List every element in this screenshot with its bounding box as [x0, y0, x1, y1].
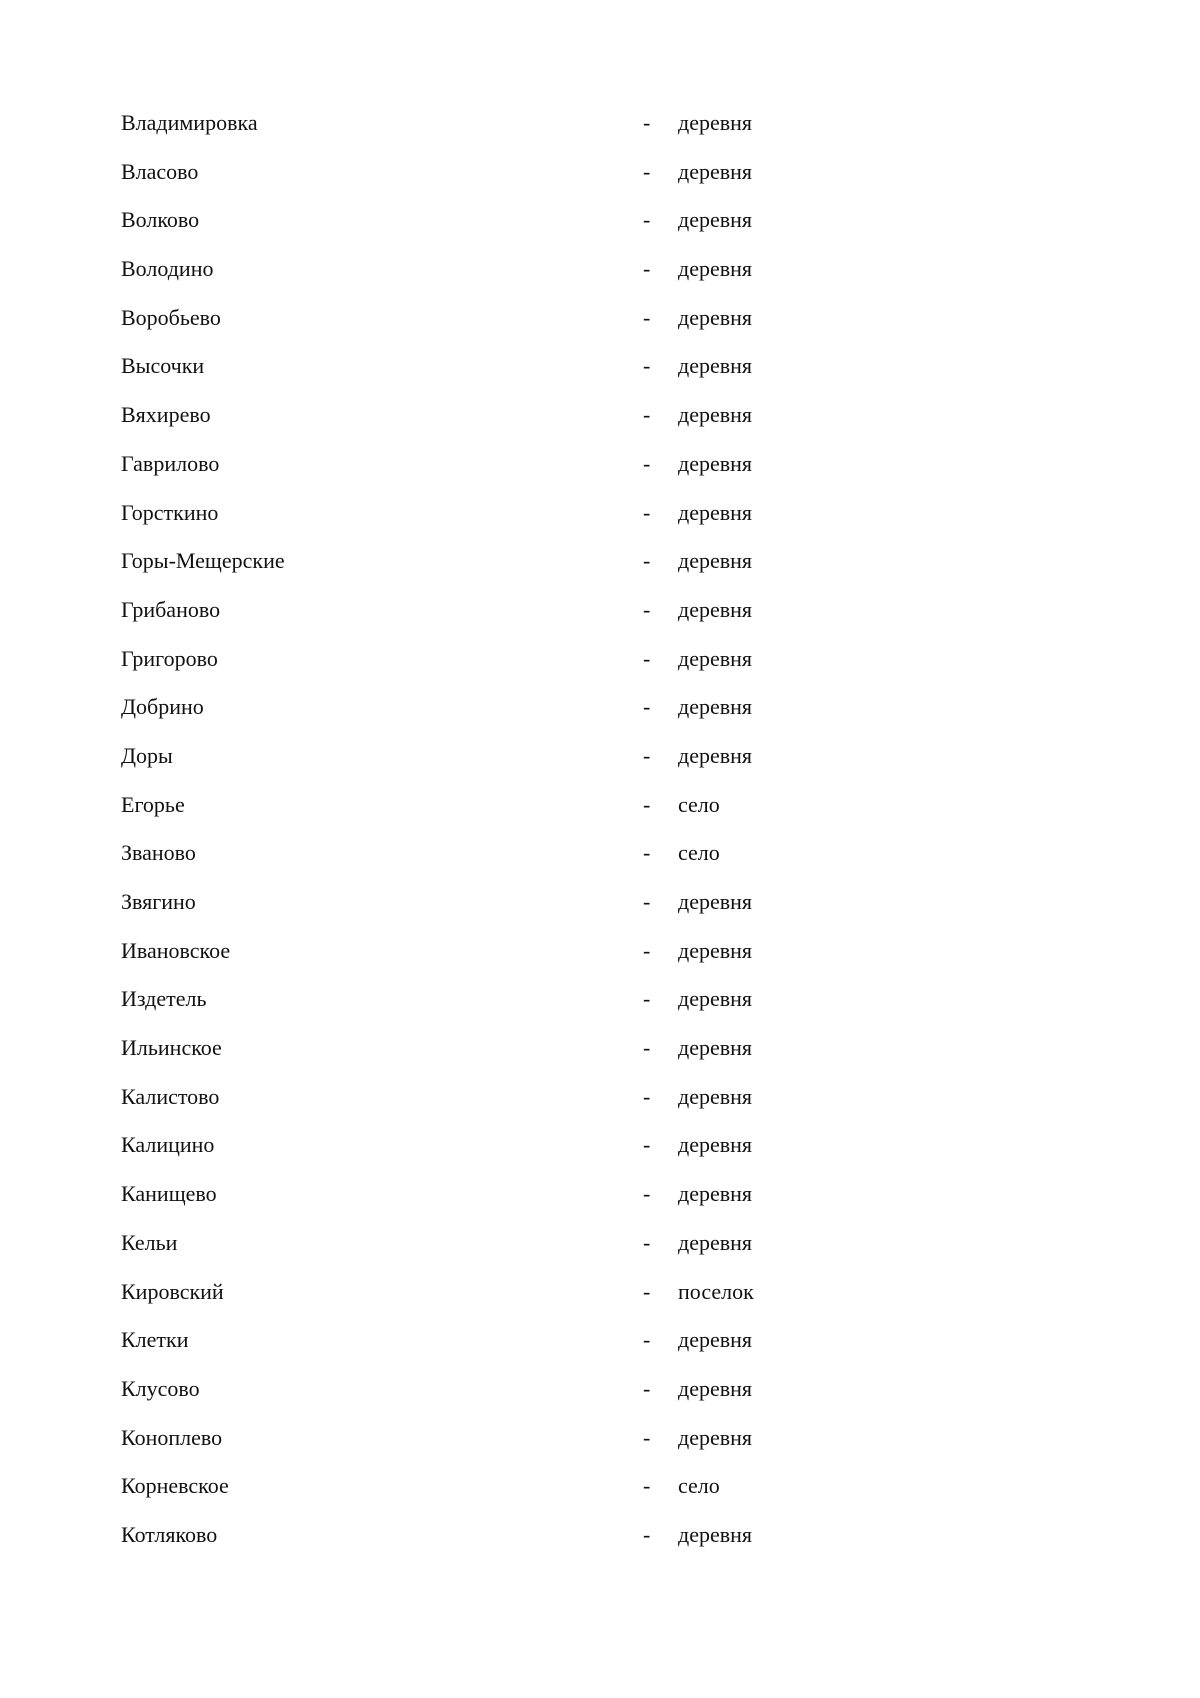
separator-dash: -: [643, 742, 651, 768]
list-item: [121, 1325, 1021, 1374]
list-item: [121, 546, 1021, 595]
list-item: [121, 790, 1021, 839]
separator-dash: -: [643, 1181, 651, 1207]
settlement-name: Званово: [121, 840, 196, 866]
separator-dash: -: [643, 1083, 651, 1109]
list-item: [121, 303, 1021, 352]
settlement-name: Кельи: [121, 1229, 178, 1255]
settlement-name: Доры: [121, 742, 173, 768]
settlement-list: [121, 108, 1021, 1569]
list-item: [121, 205, 1021, 254]
list-item: [121, 108, 1021, 157]
separator-dash: -: [643, 1375, 651, 1401]
settlement-type: деревня: [678, 1083, 753, 1109]
list-item: [121, 351, 1021, 400]
settlement-name: Ивановское: [121, 937, 231, 963]
settlement-type: деревня: [678, 1327, 753, 1353]
settlement-name: Клусово: [121, 1375, 200, 1401]
settlement-name: Калистово: [121, 1083, 220, 1109]
settlement-name: Котляково: [121, 1521, 218, 1547]
settlement-type: деревня: [678, 353, 753, 379]
list-item: [121, 1520, 1021, 1569]
separator-dash: -: [643, 791, 651, 817]
list-item: [121, 1423, 1021, 1472]
settlement-type: деревня: [678, 1229, 753, 1255]
settlement-name: Волково: [121, 207, 200, 233]
separator-dash: -: [643, 499, 651, 525]
settlement-type: деревня: [678, 1375, 753, 1401]
separator-dash: -: [643, 1521, 651, 1547]
separator-dash: -: [643, 1327, 651, 1353]
settlement-type: поселок: [678, 1278, 754, 1304]
settlement-name: Корневское: [121, 1473, 229, 1499]
separator-dash: -: [643, 937, 651, 963]
settlement-name: Калицино: [121, 1132, 215, 1158]
settlement-name: Грибаново: [121, 596, 221, 622]
settlement-name: Власово: [121, 158, 199, 184]
list-item: [121, 498, 1021, 547]
list-item: [121, 1374, 1021, 1423]
separator-dash: -: [643, 1035, 651, 1061]
settlement-type: деревня: [678, 645, 753, 671]
list-item: [121, 984, 1021, 1033]
settlement-type: деревня: [678, 986, 753, 1012]
settlement-type: деревня: [678, 158, 753, 184]
separator-dash: -: [643, 256, 651, 282]
list-item: [121, 692, 1021, 741]
list-item: [121, 1277, 1021, 1326]
list-item: [121, 1228, 1021, 1277]
settlement-name: Издетель: [121, 986, 207, 1012]
separator-dash: -: [643, 889, 651, 914]
separator-dash: -: [643, 1424, 651, 1450]
settlement-type: село: [678, 840, 720, 866]
list-item: [121, 936, 1021, 985]
list-item: [121, 595, 1021, 644]
settlement-type: деревня: [678, 110, 753, 135]
list-item: [121, 644, 1021, 693]
settlement-name: Горсткино: [121, 499, 219, 525]
separator-dash: -: [643, 1278, 651, 1304]
settlement-name: Канищево: [121, 1181, 217, 1207]
list-item: [121, 157, 1021, 206]
separator-dash: -: [643, 596, 651, 622]
separator-dash: -: [643, 353, 651, 379]
separator-dash: -: [643, 207, 651, 233]
settlement-type: село: [678, 1473, 720, 1499]
separator-dash: -: [643, 645, 651, 671]
settlement-type: деревня: [678, 207, 753, 233]
settlement-type: деревня: [678, 402, 753, 428]
list-item: [121, 1179, 1021, 1228]
list-item: [121, 887, 1021, 936]
settlement-name: Володино: [121, 256, 214, 282]
list-item: [121, 1130, 1021, 1179]
settlement-type: деревня: [678, 596, 753, 622]
separator-dash: -: [643, 694, 651, 720]
list-item: [121, 838, 1021, 887]
settlement-type: деревня: [678, 937, 753, 963]
settlement-name: Владимировка: [121, 110, 258, 135]
settlement-name: Коноплево: [121, 1424, 223, 1450]
list-item: [121, 254, 1021, 303]
list-item: [121, 741, 1021, 790]
settlement-name: Ильинское: [121, 1035, 222, 1061]
settlement-type: деревня: [678, 1132, 753, 1158]
separator-dash: -: [643, 1132, 651, 1158]
separator-dash: -: [643, 450, 651, 476]
settlement-type: деревня: [678, 548, 753, 574]
list-item: [121, 449, 1021, 498]
list-item: [121, 400, 1021, 449]
settlement-name: Воробьево: [121, 304, 221, 330]
separator-dash: -: [643, 158, 651, 184]
settlement-name: Егорье: [121, 791, 185, 817]
separator-dash: -: [643, 402, 651, 428]
settlement-type: деревня: [678, 742, 753, 768]
settlement-name: Высочки: [121, 353, 205, 379]
separator-dash: -: [643, 548, 651, 574]
settlement-type: деревня: [678, 1181, 753, 1207]
separator-dash: -: [643, 110, 651, 135]
settlement-type: деревня: [678, 1035, 753, 1061]
list-item: [121, 1033, 1021, 1082]
list-item: [121, 1471, 1021, 1520]
settlement-type: деревня: [678, 499, 753, 525]
settlement-name: Звягино: [121, 889, 196, 914]
settlement-type: село: [678, 791, 720, 817]
settlement-name: Кировский: [121, 1278, 224, 1304]
settlement-name: Добрино: [121, 694, 204, 720]
separator-dash: -: [643, 1473, 651, 1499]
settlement-type: деревня: [678, 450, 753, 476]
separator-dash: -: [643, 1229, 651, 1255]
settlement-name: Григорово: [121, 645, 218, 671]
settlement-name: Горы-Мещерские: [121, 548, 285, 574]
separator-dash: -: [643, 986, 651, 1012]
settlement-name: Вяхирево: [121, 402, 211, 428]
separator-dash: -: [643, 840, 651, 866]
settlement-name: Гаврилово: [121, 450, 220, 476]
settlement-type: деревня: [678, 1521, 753, 1547]
settlement-name: Клетки: [121, 1327, 189, 1353]
settlement-type: деревня: [678, 694, 753, 720]
settlement-type: деревня: [678, 1424, 753, 1450]
separator-dash: -: [643, 304, 651, 330]
settlement-type: деревня: [678, 304, 753, 330]
settlement-type: деревня: [678, 256, 753, 282]
list-item: [121, 1082, 1021, 1131]
settlement-type: деревня: [678, 889, 753, 914]
